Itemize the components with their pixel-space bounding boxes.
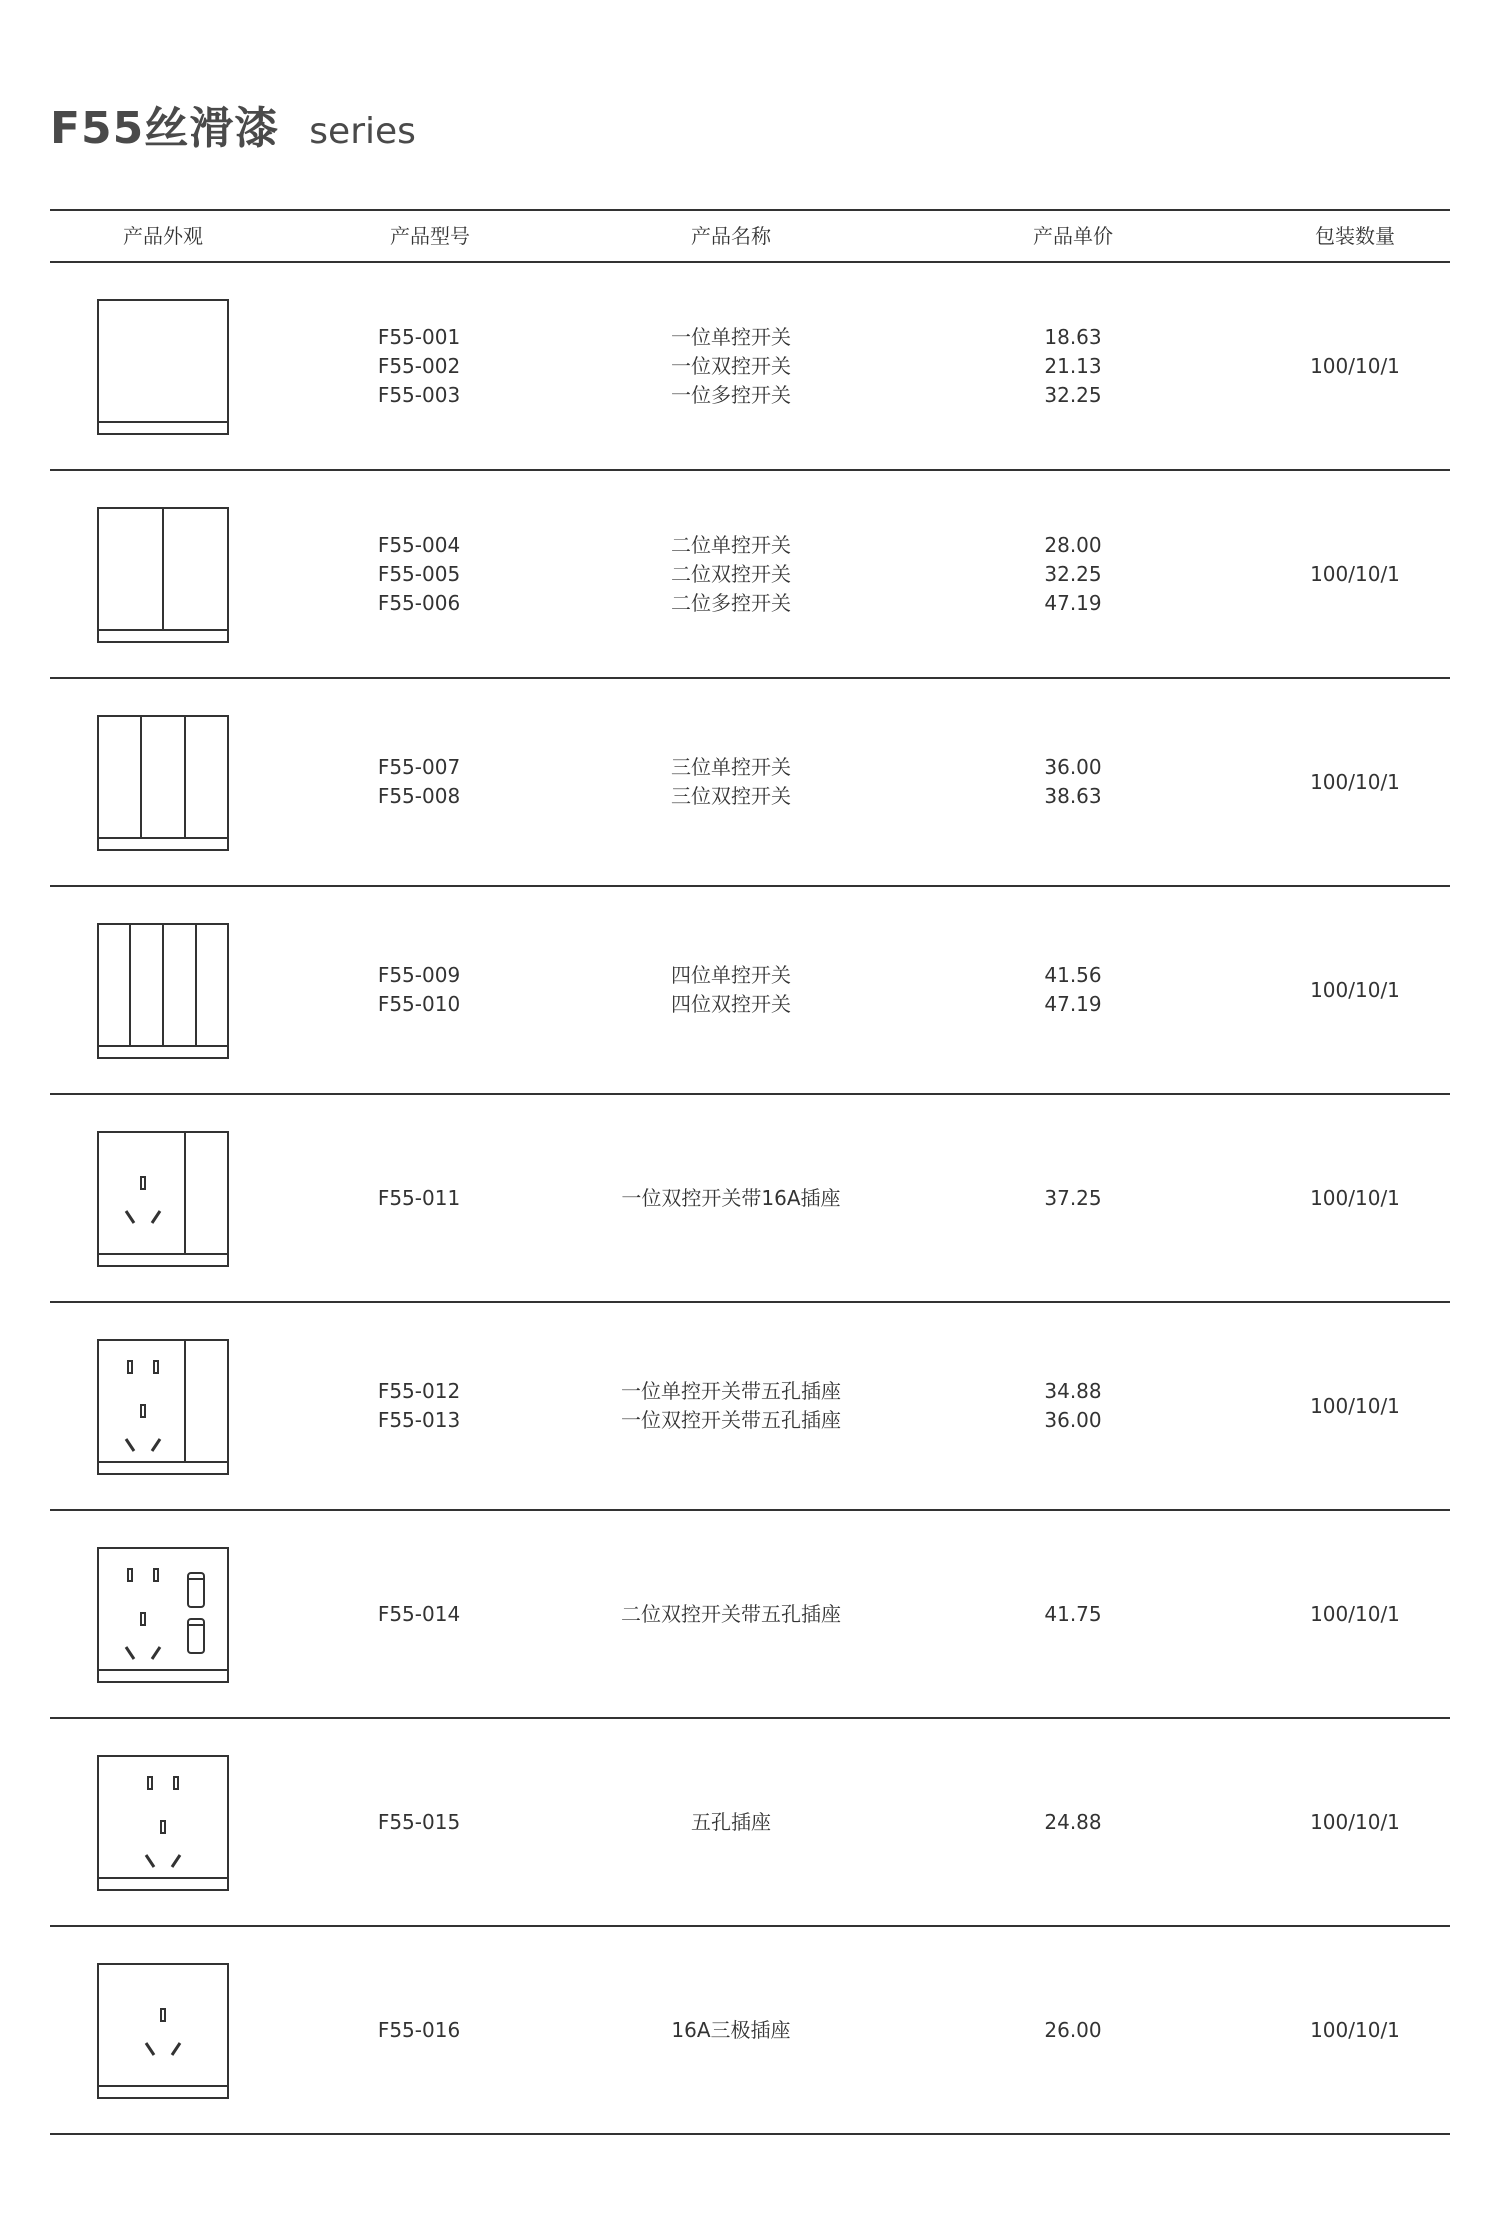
model-number-cell	[378, 679, 460, 885]
package-quantity-cell	[1310, 1511, 1400, 1717]
product-name-cell	[671, 471, 791, 677]
table-row	[50, 1095, 1450, 1303]
table-row	[50, 1927, 1450, 2135]
model-number-cell	[378, 1719, 460, 1925]
product-image-switch-five-hole-socket-icon	[97, 1339, 229, 1475]
model-number: F55-005	[377, 561, 461, 586]
model-number-cell	[378, 1303, 460, 1509]
table-row	[50, 887, 1450, 1095]
model-number-cell	[378, 1511, 460, 1717]
product-name-cell	[621, 1095, 840, 1301]
product-name: 二位双控开关带五孔插座	[621, 1601, 841, 1626]
product-name-cell	[621, 1303, 841, 1509]
product-name: 四位单控开关	[671, 963, 791, 987]
product-name: 二位多控开关	[671, 590, 791, 615]
model-number: F55-011	[377, 1185, 461, 1210]
package-quantity: 100/10/1	[1310, 1601, 1400, 1626]
product-name: 二位双控开关	[671, 561, 791, 586]
unit-price-cell	[1044, 1095, 1101, 1301]
unit-price: 21.13	[1044, 353, 1102, 378]
package-quantity: 100/10/1	[1310, 1185, 1400, 1210]
header-appearance: 产品外观	[123, 224, 203, 248]
package-quantity: 100/10/1	[1310, 769, 1400, 794]
unit-price-cell	[1044, 1303, 1101, 1509]
model-number-cell	[378, 1927, 460, 2133]
unit-price-cell	[1044, 263, 1101, 469]
unit-price: 24.88	[1044, 1809, 1102, 1834]
unit-price: 41.56	[1044, 963, 1102, 987]
product-table	[50, 209, 1450, 2135]
table-row	[50, 1303, 1450, 1511]
product-name-cell	[691, 1719, 771, 1925]
package-quantity: 100/10/1	[1310, 561, 1400, 586]
model-number: F55-014	[377, 1601, 461, 1626]
model-number-cell	[378, 887, 460, 1093]
table-row	[50, 471, 1450, 679]
unit-price: 32.25	[1044, 382, 1102, 407]
table-row	[50, 1719, 1450, 1927]
product-image-switch-16a-socket-icon	[97, 1131, 229, 1267]
unit-price: 32.25	[1044, 561, 1102, 586]
header-package: 包装数量	[1315, 224, 1395, 248]
package-quantity: 100/10/1	[1310, 2017, 1400, 2042]
header-model: 产品型号	[390, 224, 470, 248]
unit-price-cell	[1044, 1511, 1101, 1717]
model-number-cell	[378, 471, 460, 677]
unit-price: 37.25	[1044, 1185, 1102, 1210]
page-title	[50, 92, 416, 152]
series-name: F55丝滑漆	[50, 103, 280, 154]
model-number-cell	[378, 263, 460, 469]
model-number: F55-015	[377, 1809, 461, 1834]
product-name-cell	[671, 679, 791, 885]
table-row	[50, 263, 1450, 471]
product-image-switch-1-gang-icon	[97, 299, 229, 435]
product-name-cell	[671, 263, 791, 469]
product-name: 四位双控开关	[671, 992, 791, 1016]
product-name: 一位单控开关	[671, 324, 791, 349]
product-image-16a-three-pin-socket-icon	[97, 1963, 229, 2099]
product-name: 一位多控开关	[671, 382, 791, 407]
unit-price: 41.75	[1044, 1601, 1102, 1626]
model-number: F55-008	[377, 784, 461, 808]
header-price: 产品单价	[1033, 224, 1113, 248]
unit-price: 26.00	[1044, 2017, 1102, 2042]
product-name-cell	[671, 1927, 790, 2133]
model-number: F55-010	[377, 992, 461, 1016]
package-quantity-cell	[1310, 1927, 1400, 2133]
model-number: F55-016	[377, 2017, 461, 2042]
package-quantity-cell	[1310, 679, 1400, 885]
model-number: F55-013	[377, 1408, 461, 1432]
package-quantity-cell	[1310, 1303, 1400, 1509]
product-name: 一位双控开关带16A插座	[621, 1185, 841, 1210]
package-quantity: 100/10/1	[1310, 1393, 1400, 1418]
unit-price-cell	[1044, 471, 1101, 677]
unit-price: 36.00	[1044, 755, 1102, 779]
header-name: 产品名称	[691, 224, 771, 248]
unit-price: 34.88	[1044, 1379, 1102, 1403]
product-name: 三位单控开关	[671, 755, 791, 779]
unit-price: 38.63	[1044, 784, 1102, 808]
unit-price: 47.19	[1044, 992, 1102, 1016]
model-number: F55-012	[377, 1379, 461, 1403]
model-number: F55-002	[377, 353, 461, 378]
unit-price: 28.00	[1044, 532, 1102, 557]
product-image-switch-3-gang-icon	[97, 715, 229, 851]
model-number-cell	[378, 1095, 460, 1301]
product-image-two-switch-five-hole-socket-icon	[97, 1547, 229, 1683]
product-name-cell	[671, 887, 791, 1093]
product-name: 一位双控开关带五孔插座	[621, 1408, 841, 1432]
unit-price: 18.63	[1044, 324, 1102, 349]
product-name: 三位双控开关	[671, 784, 791, 808]
product-image-switch-4-gang-icon	[97, 923, 229, 1059]
unit-price-cell	[1044, 1719, 1101, 1925]
model-number: F55-006	[377, 590, 461, 615]
package-quantity-cell	[1310, 1719, 1400, 1925]
package-quantity-cell	[1310, 471, 1400, 677]
series-label: series	[309, 111, 416, 152]
model-number: F55-003	[377, 382, 461, 407]
table-row	[50, 1511, 1450, 1719]
product-image-switch-2-gang-icon	[97, 507, 229, 643]
model-number: F55-007	[377, 755, 461, 779]
unit-price-cell	[1044, 887, 1101, 1093]
package-quantity-cell	[1310, 263, 1400, 469]
product-name: 一位双控开关	[671, 353, 791, 378]
product-name-cell	[621, 1511, 841, 1717]
unit-price-cell	[1044, 1927, 1101, 2133]
table-header	[50, 209, 1450, 263]
product-image-five-hole-socket-icon	[97, 1755, 229, 1891]
product-name: 五孔插座	[691, 1809, 771, 1834]
package-quantity-cell	[1310, 887, 1400, 1093]
package-quantity: 100/10/1	[1310, 353, 1400, 378]
product-name: 一位单控开关带五孔插座	[621, 1379, 841, 1403]
package-quantity-cell	[1310, 1095, 1400, 1301]
unit-price: 47.19	[1044, 590, 1102, 615]
model-number: F55-004	[377, 532, 461, 557]
table-body	[50, 263, 1450, 2135]
table-row	[50, 679, 1450, 887]
package-quantity: 100/10/1	[1310, 977, 1400, 1002]
product-name: 二位单控开关	[671, 532, 791, 557]
unit-price: 36.00	[1044, 1408, 1102, 1432]
model-number: F55-009	[377, 963, 461, 987]
package-quantity: 100/10/1	[1310, 1809, 1400, 1834]
model-number: F55-001	[377, 324, 461, 349]
product-name: 16A三极插座	[671, 2017, 791, 2042]
unit-price-cell	[1044, 679, 1101, 885]
